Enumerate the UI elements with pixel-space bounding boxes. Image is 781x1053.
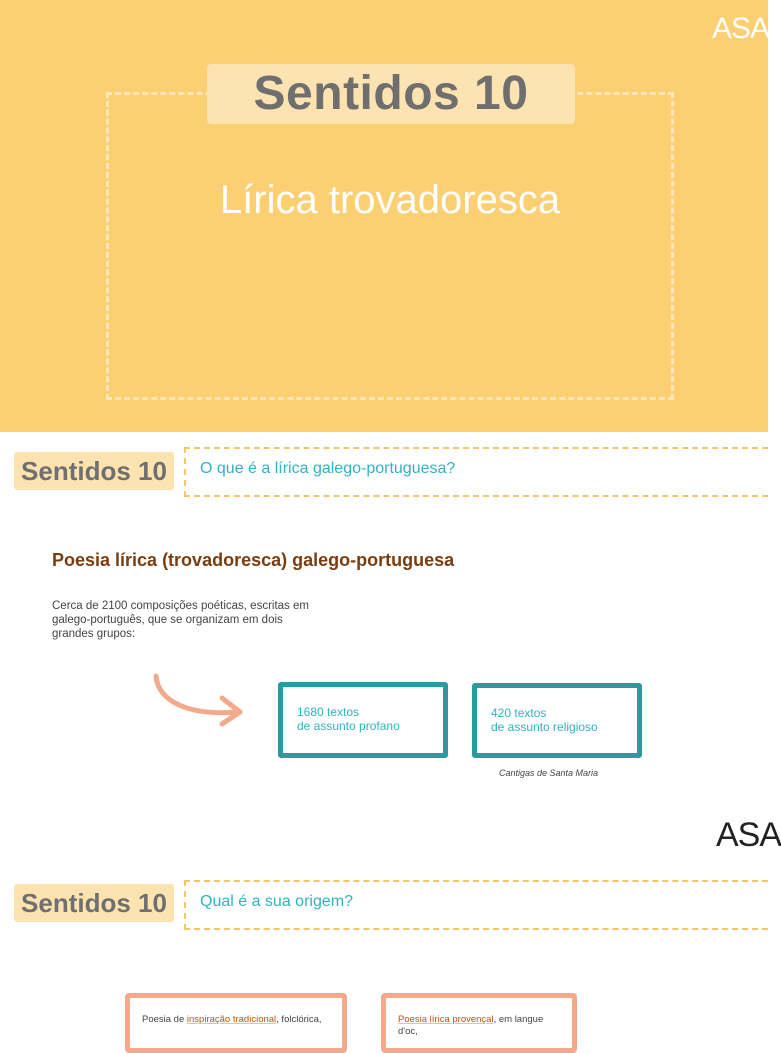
slide-question: O que é a lírica galego-portuguesa?	[200, 460, 456, 477]
section-heading: Poesia lírica (trovadoresca) galego-portuguesa	[52, 550, 455, 570]
highlight-text: Poesia lírica provençal	[398, 1014, 494, 1025]
box-label: de assunto religioso	[491, 720, 598, 734]
box-count: 1680 textos	[297, 705, 360, 719]
title-slide	[0, 0, 768, 432]
origin-box-provencal	[381, 993, 577, 1053]
highlight-text: inspiração tradicional	[186, 1014, 277, 1025]
body-text: Cerca de 2100 composições poéticas, escritas em galego-português, que se organizam em dois grandes grupos:	[52, 600, 309, 640]
box-text: , folclórica,	[276, 1014, 322, 1025]
profane-texts-box	[278, 682, 448, 758]
box-label: de assunto profano	[297, 719, 400, 733]
dashed-frame	[106, 92, 674, 400]
publisher-logo: ASA	[716, 816, 781, 854]
book-logo: Sentidos 10	[253, 67, 529, 120]
origin-box-traditional	[125, 993, 347, 1053]
box-text: , em langue d'oc,	[398, 1014, 544, 1037]
box-text: Poesia de	[142, 1014, 187, 1025]
curved-arrow-icon	[150, 672, 250, 732]
slide-subtitle: Lírica trovadoresca	[219, 178, 561, 222]
box-count: 420 textos	[491, 706, 547, 720]
book-logo: Sentidos 10	[14, 884, 174, 922]
slide-question: Qual é a sua origem?	[200, 893, 353, 910]
book-logo: Sentidos 10	[14, 452, 174, 490]
box-caption: Cantigas de Santa Maria	[499, 768, 599, 778]
publisher-logo: ASA	[712, 12, 770, 45]
religious-texts-box	[472, 683, 642, 758]
